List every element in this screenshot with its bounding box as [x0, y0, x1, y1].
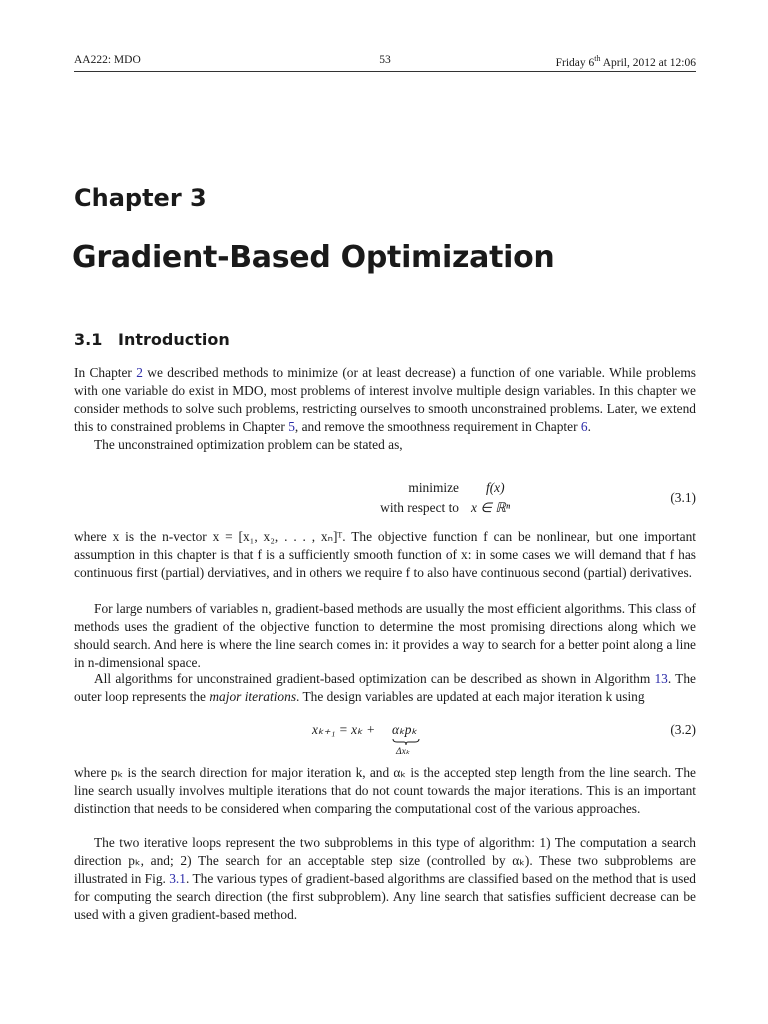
header-rule [74, 71, 696, 72]
paragraph-6: where pₖ is the search direction for major iteration k, and αₖ is the accepted step length from the line search. The line search usually involves multiple iterations that do not count towards the major iterations. This is an important distinction that needs to be considered when comparing the computational cost of the various approaches. [74, 765, 696, 817]
header-page-number: 53 [379, 54, 391, 66]
paragraph-4: For large numbers of variables n, gradient-based methods are usually the most efficient algorithms. This class of methods uses the gradient of the objective function to determine the most promising directions along which we should search. And here is where the line search comes in: it provides a way to search for a better point along a line in n-dimensional space. [74, 601, 696, 671]
header-date: Friday 6th April, 2012 at 12:06 [555, 54, 696, 69]
chapter-6-link[interactable]: 6 [580, 419, 588, 435]
section-number: 3.1 [74, 330, 103, 349]
eq1-expr-domain: x ∈ ℝⁿ [471, 500, 511, 515]
underbrace-icon [392, 738, 420, 746]
section-heading [74, 330, 230, 349]
algorithm-13-link[interactable]: 13 [654, 671, 668, 686]
eq2-lhs: xₖ₊₁ = xₖ + [312, 722, 376, 737]
eq2-number: (3.2) [670, 722, 696, 737]
eq1-number: (3.1) [670, 490, 696, 505]
header-course: AA222: MDO [74, 54, 141, 66]
paragraph-5: All algorithms for unconstrained gradient-based optimization can be described as shown in Algorithm 13. The outer loop represents the major iterations. The design variables are updated at each major iteration k using [74, 671, 696, 705]
equation-3-2 [74, 722, 696, 762]
paragraph-2: The unconstrained optimization problem can be stated as, [94, 437, 403, 453]
paragraph-3: where x is the n-vector x = [x₁, x₂, . . . , xₙ]ᵀ. The objective function f can be nonlinear, but one important assumption in this chapter is that f is a sufficiently smooth function of x: in some cases we will demand that f has continuous first (partial) derviatives, and in others we require f to also have continuous second (partial) derivatives. [74, 529, 696, 581]
chapter-title: Gradient-Based Optimization [72, 240, 555, 275]
eq1-expr-fx: f(x) [486, 480, 505, 495]
paragraph-7: The two iterative loops represent the two subproblems in this type of algorithm: 1) The computation a search direction pₖ, and; 2) The search for an acceptable step size (controlled by αₖ). These two subproblems are illustrated in Fig. 3.1. The various types of gradient-based algorithms are classified based on the method that is used for computing the search direction (the first subproblem). Any line search that satisfies sufficient decrease can be used with a given gradient-based method. [74, 835, 696, 923]
chapter-number: Chapter 3 [74, 184, 207, 212]
section-title: Introduction [118, 330, 230, 349]
eq1-label-wrt: with respect to [380, 500, 459, 515]
eq2-underbrace-label: Δxₖ [396, 747, 410, 757]
eq2-step-term: αₖpₖ [392, 722, 418, 737]
running-header [74, 54, 696, 72]
paragraph-1: In Chapter 2 we described methods to minimize (or at least decrease) a function of one variable. While problems with one variable do exist in MDO, most problems of interest involve multiple design variables. In this chapter we consider methods to solve such problems, restricting ourselves to smooth unconstrained problems. Later, we extend this to constrained problems in Chapter 5, and remove the smoothness requirement in Chapter 6. The unconstrained optimization problem can be stated as, [74, 364, 696, 454]
chapter-5-link[interactable]: 5 [288, 419, 295, 435]
eq1-label-minimize: minimize [408, 480, 459, 495]
figure-3-1-link[interactable]: 3.1 [169, 871, 186, 887]
chapter-2-link[interactable]: 2 [136, 365, 143, 380]
equation-3-1 [74, 480, 696, 520]
